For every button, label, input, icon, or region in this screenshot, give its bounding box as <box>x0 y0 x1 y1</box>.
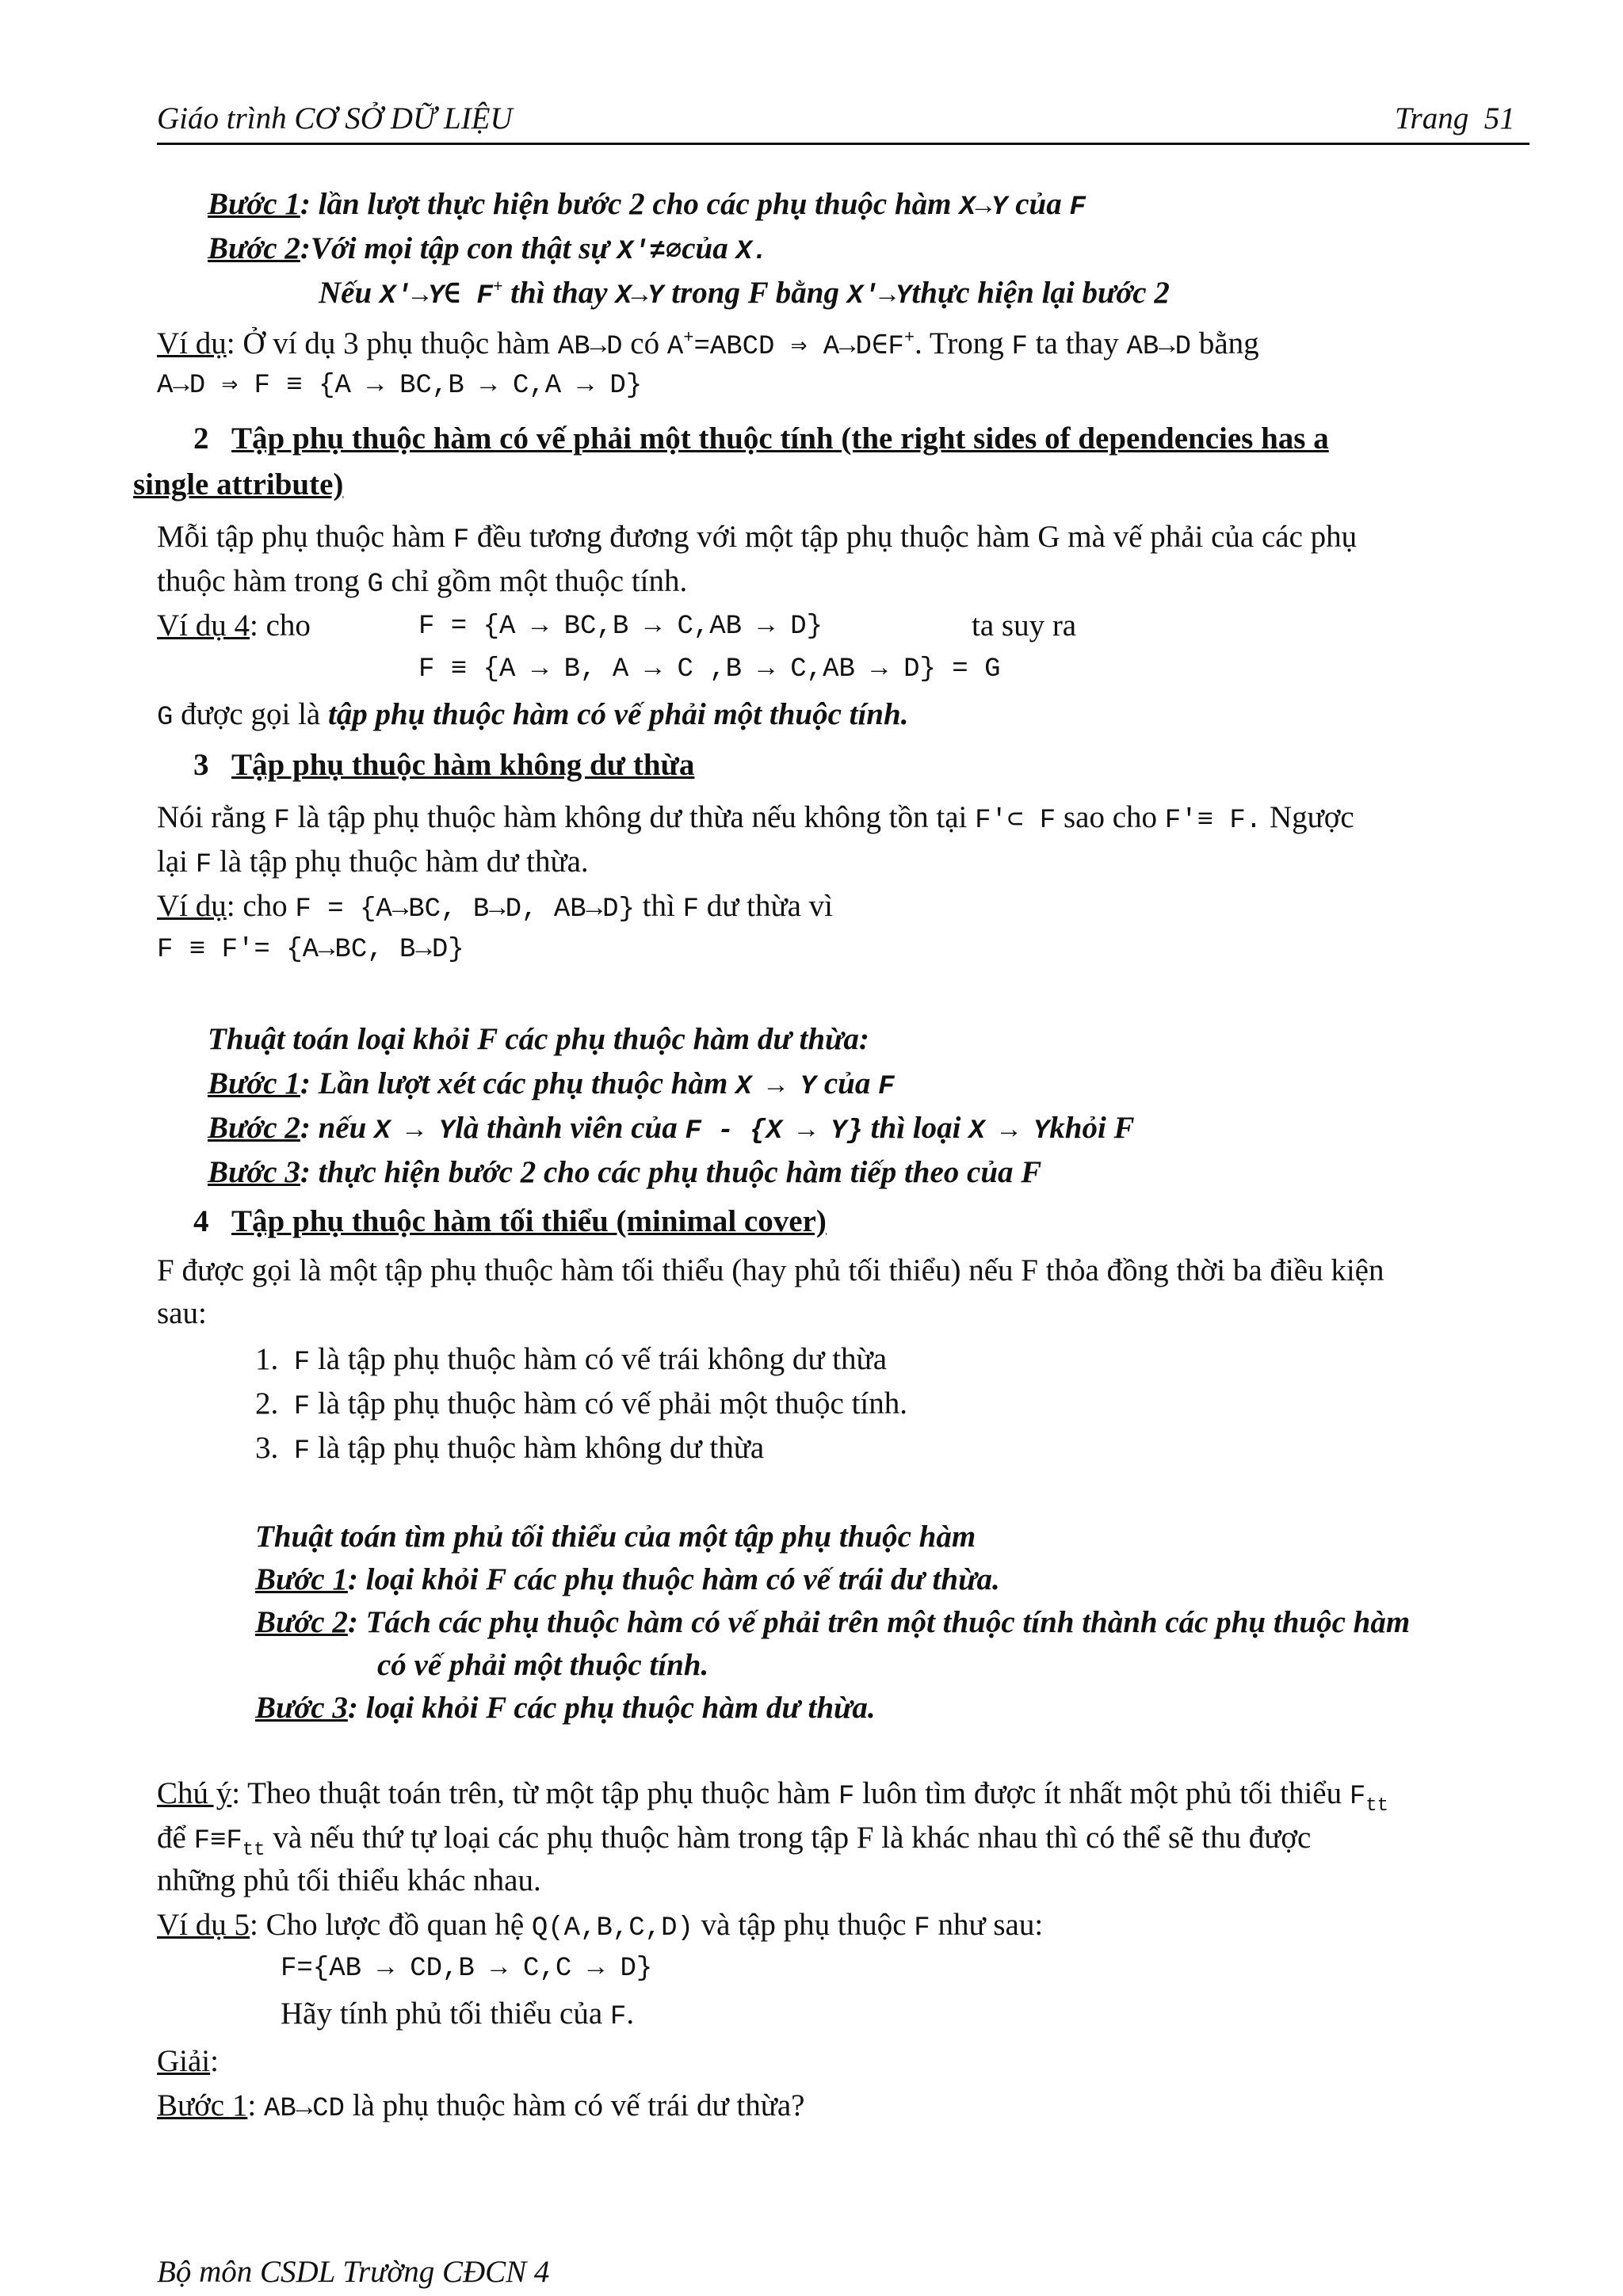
fd-expr: F≡F <box>193 1826 242 1856</box>
step-label: Bước 2 <box>208 1111 300 1145</box>
fd-expr: F <box>682 894 699 925</box>
footer-text: Bộ môn CSDL Trường CĐCN 4 <box>157 2255 550 2289</box>
text: như sau: <box>930 1908 1044 1942</box>
fd-expr: A <box>666 332 684 362</box>
fd-expr: AB→D <box>1126 332 1192 362</box>
sec3-example-line1 <box>157 889 833 925</box>
text: lại <box>157 845 196 879</box>
sec4-heading <box>193 1204 827 1240</box>
fd-expr: G <box>157 703 174 733</box>
step-text: : Lần lượt xét các phụ thuộc hàm <box>300 1066 736 1100</box>
ex5-question <box>281 1997 634 2033</box>
step-text: thực hiện lại bước 2 <box>911 276 1170 310</box>
sec3-algo-title: Thuật toán loại khỏi F các phụ thuộc hàm dư thừa: <box>208 1022 869 1056</box>
subscript: tt <box>242 1839 265 1861</box>
sec2-para-line1 <box>157 520 1357 556</box>
text: : cho <box>226 889 296 923</box>
fd-expr: X → Y <box>735 1072 817 1102</box>
superscript: + <box>683 328 694 348</box>
fd-expr: X → Y <box>374 1116 456 1146</box>
step-text: khỏi F <box>1049 1111 1135 1145</box>
step-text: Nếu <box>319 276 380 310</box>
page-number: 51 <box>1484 101 1515 135</box>
fd-expr: F <box>293 1436 311 1466</box>
text: là tập phụ thuộc hàm không dư thừa nếu không tồn tại <box>289 800 976 834</box>
step-text: của <box>816 1066 879 1100</box>
ex5-fd-set: F={AB → CD,B → C,C → D} <box>281 1954 653 1984</box>
step-label: Bước 1 <box>157 2088 248 2122</box>
text: để <box>157 1821 194 1855</box>
note-line3: những phủ tối thiểu khác nhau. <box>157 1863 541 1897</box>
subscript: tt <box>1365 1794 1389 1817</box>
sec2-para-line2 <box>157 564 687 601</box>
text: Hãy tính phủ tối thiểu của <box>281 1997 610 2031</box>
text: : <box>247 2088 264 2122</box>
fd-expr: F <box>453 525 470 555</box>
list-text: là tập phụ thuộc hàm không dư thừa <box>310 1431 765 1465</box>
text: ta thay <box>1027 326 1127 360</box>
sec4-list-item-3 <box>255 1431 764 1467</box>
text: Nói rằng <box>157 800 274 834</box>
fd-expr: X→Y <box>959 193 1008 223</box>
step-label: Bước 1 <box>208 187 300 221</box>
sec2-example-suy: ta suy ra <box>972 608 1077 643</box>
sec4-algo-step2-cont: có vế phải một thuộc tính. <box>377 1648 709 1682</box>
text: là tập phụ thuộc hàm dư thừa. <box>212 845 589 879</box>
solution-label <box>157 2044 219 2080</box>
step-text: thì loại <box>862 1111 969 1145</box>
example-label: Ví dụ <box>157 326 227 360</box>
sec2-conclusion <box>157 697 908 734</box>
text: đều tương đương với một tập phụ thuộc hàm G mà vế phải của các phụ <box>469 520 1358 554</box>
list-text: là tập phụ thuộc hàm có vế phải một thuộc tính. <box>310 1386 907 1421</box>
sec2-example-f1: F = {A → BC,B → C,AB → D} <box>418 612 823 642</box>
header-page-label: Trang <box>1395 101 1469 135</box>
solution-step1 <box>157 2088 804 2125</box>
sec2-example-label <box>157 608 311 644</box>
text: được gọi là <box>173 697 328 731</box>
section-title: Tập phụ thuộc hàm không dư thừa <box>231 748 695 782</box>
sec3-algo-step2 <box>208 1111 1135 1147</box>
step-label: Bước 3 <box>255 1691 348 1725</box>
section-number: 4 <box>193 1204 209 1238</box>
list-number: 1. <box>255 1342 279 1376</box>
section-number: 2 <box>193 421 209 456</box>
step-text: : loại khỏi F các phụ thuộc hàm dư thừa. <box>347 1691 876 1725</box>
sec4-algo-step1 <box>255 1562 1000 1598</box>
superscript: + <box>903 328 915 348</box>
fd-expr: X'→Y∈ F <box>379 281 493 311</box>
sec2-heading-cont: single attribute) <box>133 467 344 502</box>
sec4-algo-title: Thuật toán tìm phủ tối thiểu của một tập phụ thuộc hàm <box>255 1520 976 1554</box>
note-line1 <box>157 1776 1389 1817</box>
fd-expr: F <box>195 850 212 880</box>
top-step2-rule <box>319 276 1170 312</box>
text: và tập phụ thuộc <box>693 1908 915 1942</box>
sec3-example-line2: F ≡ F'= {A→BC, B→D} <box>157 935 464 965</box>
top-example-line2: A→D ⇒ F ≡ {A → BC,B → C,A → D} <box>157 371 643 401</box>
emphasis: tập phụ thuộc hàm có vế phải một thuộc tính. <box>327 697 909 731</box>
fd-expr: X'→Y <box>846 281 912 311</box>
sec4-para-line1: F được gọi là một tập phụ thuộc hàm tối thiểu (hay phủ tối thiểu) nếu F thỏa đồng thời ba điều kiện <box>157 1253 1384 1287</box>
text: là phụ thuộc hàm có vế trái dư thừa? <box>344 2088 805 2122</box>
text: . <box>626 1997 635 2031</box>
fd-expr: F <box>293 1348 311 1378</box>
step-text: của <box>1007 187 1070 221</box>
text: có <box>622 326 667 360</box>
fd-expr: F <box>838 1782 855 1812</box>
text: sao cho <box>1056 800 1165 834</box>
text: . Trong <box>915 326 1012 360</box>
fd-expr: F'⊂ F <box>975 806 1056 836</box>
fd-expr: AB→D <box>557 332 623 362</box>
fd-expr: F <box>1349 1782 1366 1812</box>
text: và nếu thứ tự loại các phụ thuộc hàm trong tập F là khác nhau thì có thể sẽ thu được <box>265 1821 1312 1855</box>
fd-expr: F'≡ F. <box>1164 806 1262 836</box>
step-text: thì thay <box>502 276 616 310</box>
top-step2 <box>208 231 768 268</box>
step-label: Bước 1 <box>208 1066 300 1100</box>
note-label: Chú ý <box>157 1776 232 1810</box>
fd-expr: X→Y <box>615 281 664 311</box>
top-example-line1 <box>157 326 1259 363</box>
fd-expr: F <box>609 2002 627 2032</box>
fd-expr: Q(A,B,C,D) <box>531 1913 693 1943</box>
step-text: :Với mọi tập con thật sự <box>300 231 617 265</box>
fd-expr: F <box>914 1913 930 1943</box>
fd-expr: F <box>273 806 290 836</box>
sec3-heading <box>193 748 694 784</box>
sec3-para-line2 <box>157 845 589 881</box>
step-text: : nếu <box>300 1111 375 1145</box>
step-text: của <box>682 231 736 265</box>
text: Ngược <box>1262 800 1354 834</box>
sec3-algo-step3 <box>208 1155 1041 1191</box>
fd-expr: F <box>878 1072 895 1102</box>
header-rule <box>157 143 1529 145</box>
sec4-algo-step3 <box>255 1691 876 1726</box>
sec4-algo-step2 <box>255 1605 1410 1641</box>
list-text: là tập phụ thuộc hàm có vế trái không dư thừa <box>310 1342 887 1376</box>
step-text: : thực hiện bước 2 cho các phụ thuộc hàm tiếp theo của F <box>300 1155 1042 1189</box>
section-title: Tập phụ thuộc hàm có vế phải một thuộc tính (the right sides of dependencies has a <box>231 421 1329 456</box>
superscript: + <box>492 276 503 296</box>
step-label: Bước 2 <box>208 231 300 265</box>
sec3-para-line1 <box>157 800 1354 837</box>
list-number: 2. <box>255 1386 279 1421</box>
list-number: 3. <box>255 1431 279 1465</box>
sec4-list-item-1 <box>255 1342 887 1379</box>
step-label: Bước 2 <box>255 1605 348 1639</box>
sec2-example-f2: F ≡ {A → B, A → C ,B → C,AB → D} = G <box>418 654 1001 685</box>
text: bằng <box>1191 326 1259 360</box>
text: thuộc hàm trong <box>157 564 368 598</box>
fd-expr: X. <box>735 237 769 267</box>
header-page <box>1395 101 1515 137</box>
text: : Theo thuật toán trên, từ một tập phụ thuộc hàm <box>231 1776 838 1810</box>
fd-expr: F <box>1011 332 1028 362</box>
fd-expr: X'≠∅ <box>617 237 682 267</box>
step-label: Bước 3 <box>208 1155 300 1189</box>
text: : <box>210 2044 219 2078</box>
top-step1 <box>208 187 1086 223</box>
fd-expr: X → Y <box>968 1116 1050 1146</box>
text: thì <box>634 889 683 923</box>
header-title: Giáo trình CƠ SỞ DỮ LIỆU <box>157 101 513 135</box>
sec4-para-line2: sau: <box>157 1296 207 1330</box>
step-label: Bước 1 <box>255 1562 348 1596</box>
note-line2 <box>157 1821 1312 1861</box>
section-number: 3 <box>193 748 209 782</box>
text: chỉ gồm một thuộc tính. <box>383 564 688 598</box>
fd-expr: F = {A→BC, B→D, AB→D} <box>295 894 635 925</box>
text: dư thừa vì <box>698 889 833 923</box>
fd-expr: F - {X → Y} <box>685 1116 863 1146</box>
step-text: trong F bằng <box>663 276 847 310</box>
ex5-line1 <box>157 1908 1043 1944</box>
example-label: Ví dụ 5 <box>157 1908 250 1942</box>
text: : Ở ví dụ 3 phụ thuộc hàm <box>226 326 558 360</box>
example-label: Ví dụ 4 <box>157 608 250 643</box>
step-text: là thành viên của <box>455 1111 685 1145</box>
fd-expr: =ABCD ⇒ A→D∈F <box>693 332 904 362</box>
sec2-heading <box>193 421 1329 457</box>
step-text: : loại khỏi F các phụ thuộc hàm có vế trái dư thừa. <box>347 1562 1000 1596</box>
fd-expr: F <box>293 1392 311 1422</box>
fd-expr: G <box>367 570 384 600</box>
fd-expr: F <box>1069 193 1086 223</box>
fd-expr: AB→CD <box>263 2094 345 2124</box>
sec4-list-item-2 <box>255 1386 907 1423</box>
sec3-algo-step1 <box>208 1066 894 1103</box>
solution-title: Giải <box>157 2044 211 2078</box>
step-text: : Tách các phụ thuộc hàm có vế phải trên một thuộc tính thành các phụ thuộc hàm <box>347 1605 1411 1639</box>
example-label: Ví dụ <box>157 889 227 923</box>
text: luôn tìm được ít nhất một phủ tối thiểu <box>854 1776 1350 1810</box>
text: : Cho lược đồ quan hệ <box>250 1908 532 1942</box>
step-text: : lần lượt thực hiện bước 2 cho các phụ thuộc hàm <box>300 187 960 221</box>
text: Mỗi tập phụ thuộc hàm <box>157 520 453 554</box>
text: : cho <box>250 608 311 643</box>
section-title: Tập phụ thuộc hàm tối thiểu (minimal cover) <box>231 1204 827 1238</box>
